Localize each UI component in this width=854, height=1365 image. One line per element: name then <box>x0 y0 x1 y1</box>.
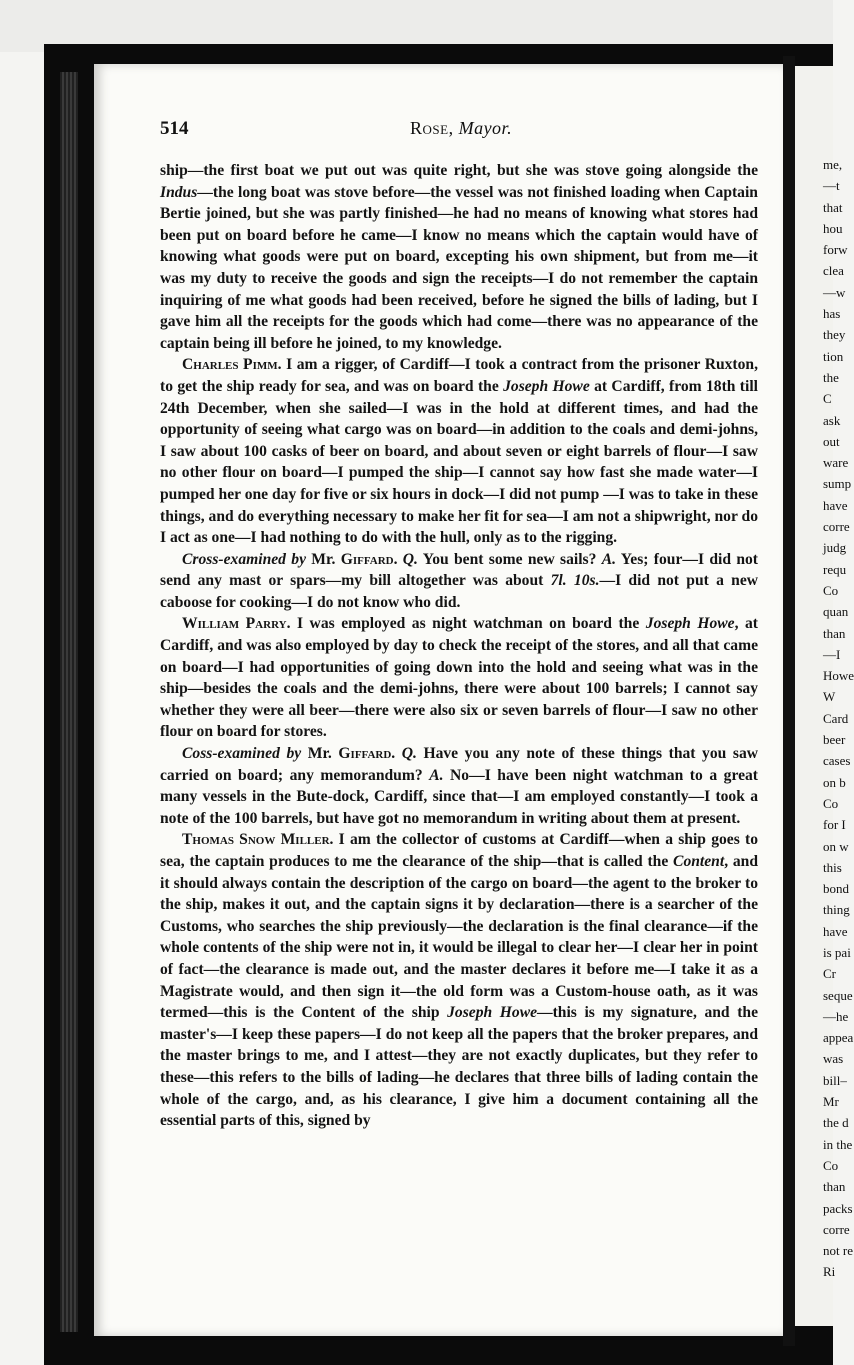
text-run: 10s. <box>573 572 600 590</box>
text-run: Have you any note of these things that you saw carried on board; any memorandum? <box>160 745 758 784</box>
running-title <box>410 118 512 139</box>
text-run: Joseph Howe <box>447 1004 538 1022</box>
text-run: Thomas Snow Miller. <box>182 831 334 849</box>
facing-page-line: was <box>823 1051 844 1067</box>
facing-page-line: bond <box>823 881 849 897</box>
text-run: Mr. <box>301 745 339 763</box>
text-run: Joseph Howe <box>645 615 735 633</box>
paragraph-p1 <box>160 160 758 354</box>
text-run: Content <box>673 853 725 870</box>
facing-page-line: has <box>823 306 841 322</box>
facing-page-line: Howe <box>823 668 854 684</box>
facing-page-line: —I <box>823 646 841 662</box>
facing-page-line: ask <box>823 412 841 428</box>
paragraph-p2 <box>160 354 758 548</box>
facing-page-line: seque <box>823 987 853 1003</box>
text-run <box>567 572 574 589</box>
facing-page-line: W <box>823 689 836 705</box>
book-gutter <box>783 56 795 1346</box>
facing-page-line: out <box>823 433 840 449</box>
text-run: Coss-examined by <box>182 745 302 763</box>
facing-page-line: than <box>823 1179 846 1195</box>
text-run: Q. <box>402 550 418 568</box>
facing-page-line: cases <box>823 753 851 769</box>
facing-page-line: Ri <box>823 1264 836 1280</box>
text-run: 7l. <box>550 572 567 590</box>
facing-page-line: —w <box>823 284 846 300</box>
facing-page-line: corre <box>823 519 850 535</box>
facing-page-line: Co <box>823 1157 839 1173</box>
facing-page-line: me, <box>823 157 843 172</box>
text-run: —this is my signature, and the master's—I keep these papers—I do not keep all the papers that the broker prepares, and the master brings to me, and I attest—they are not exactly duplicates, but they refer to these—this refers to the bills of lading—he declares that three bills of lading contain the whole of the cargo, and, as his clearance, I give him a document containing all the essential parts of this, signed by <box>160 1004 758 1130</box>
facing-page-line: on b <box>823 774 846 790</box>
text-run: Charles Pimm. <box>182 356 282 374</box>
text-run: William Parry. <box>182 615 291 633</box>
facing-page-line: packs <box>823 1200 853 1216</box>
text-run: Cross-examined by <box>182 550 306 568</box>
facing-page-line: have <box>823 923 848 939</box>
text-run: Joseph Howe <box>503 377 590 395</box>
text-run: —the long boat was stove before—the vessel was not finished loading when Captain Bertie joined, but she was partly finished—he had no means of knowing what stores had been put on board before he came—I know no means which the captain would have of knowing what goods were put on board, excepting his own shipment, but from me—it was my duty to receive the goods and sign the receipts—I do not remember the captain inquiring of me what goods had been received, before he signed the bills of lading, but I gave him all the receipts for the goods which had come—there was no appearance of the captain being ill before he joined, to my knowledge. <box>160 183 758 352</box>
facing-page-line: Cr <box>823 966 836 982</box>
facing-page-line: have <box>823 497 848 513</box>
facing-page-line: thing <box>823 902 850 918</box>
facing-page-line: —t <box>823 178 840 194</box>
facing-page-line: requ <box>823 561 847 577</box>
paragraph-p4 <box>160 613 758 743</box>
facing-page-line: that <box>823 199 843 215</box>
facing-page-line: —he <box>823 1008 849 1024</box>
facing-page-line: for I <box>823 817 846 833</box>
facing-page-line: is pai <box>823 944 851 960</box>
facing-page-line: bill– <box>823 1072 847 1088</box>
text-run: I was employed as night watchman on board the <box>290 615 646 633</box>
facing-page-fragment <box>795 66 854 1326</box>
text-run: Giffard. <box>338 745 396 763</box>
facing-page-line: forw <box>823 242 848 258</box>
facing-page-line: the d <box>823 1115 849 1131</box>
text-run: , and it should always contain the description of the cargo on board—the agent to the broker to the ship, makes it out, and the captain signs it by declaration—there is a searcher of the Customs, who searches the ship previously—the declaration is the final clearance—if the whole contents of the ship were not in, it would be illegal to clear her—I clear her in point of fact—the clearance is made out, and the master declares it before me—I take it as a Magistrate would, and then sign it—the old form was a Custom-house oath, as it was termed—this is the Content of the ship <box>160 853 758 1022</box>
facing-page-line: quan <box>823 604 849 620</box>
text-run: , at Cardiff, and was also employed by day to check the receipt of the stores, and all that came on board—I had opportunities of going down into the hold and seeing what was in the ship—besides the coals and the demi-johns, there were about 100 barrels; I cannot say whether they were all beer—there were also six or seven barrels of flour—I saw no other flour on board for stores. <box>160 615 758 741</box>
paragraph-p6 <box>160 829 758 1131</box>
facing-page-line: tion <box>823 348 844 364</box>
text-run: You bent some new sails? <box>417 550 602 568</box>
body-text <box>160 160 758 1132</box>
facing-page-line: this <box>823 859 842 875</box>
facing-page-line: on w <box>823 838 849 854</box>
facing-page-line: appea <box>823 1030 854 1046</box>
text-run: No—I have been night watchman to a great many vessels in the Bute-dock, Cardiff, since that—I am employed constantly—I took a note of the 100 barrels, but have got no memorandum in writing about them at present. <box>160 766 758 827</box>
running-title-name: Rose, <box>410 118 454 138</box>
facing-page-line: Card <box>823 710 849 726</box>
facing-page-line: sump <box>823 476 852 492</box>
facing-page-line: hou <box>823 220 843 236</box>
facing-page-line: C <box>823 391 832 407</box>
text-run: —I did not put a new caboose for cooking—I do not know who did. <box>160 572 758 611</box>
facing-page-line: not re <box>823 1243 853 1259</box>
text-run: ship—the first boat we put out was quite right, but she was stove going alongside the <box>160 162 758 179</box>
facing-page-line: clea <box>823 263 844 279</box>
facing-page-line: Mr <box>823 1094 839 1110</box>
text-run: A. <box>601 550 617 568</box>
facing-page-line: corre <box>823 1221 850 1237</box>
facing-page-line: judg <box>823 540 847 556</box>
running-header <box>160 118 760 144</box>
book-page-edges <box>60 72 78 1332</box>
text-run: Indus <box>160 183 198 201</box>
facing-page-line: Co <box>823 795 839 811</box>
text-run: I am a rigger, of Cardiff—I took a contract from the prisoner Ruxton, to get the ship ready for sea, and was on board the <box>160 356 758 395</box>
facing-page-line: they <box>823 327 846 343</box>
running-title-role: Mayor. <box>458 118 513 138</box>
facing-page-line: in the <box>823 1136 853 1152</box>
text-run: Giffard. <box>340 550 398 568</box>
facing-page-line: than <box>823 625 846 641</box>
text-run: at Cardiff, from 18th till 24th December, when she sailed—I was in the hold at different times, and had the opportunity of seeing what cargo was on board—in addition to the coals and demi-johns, I saw about 100 casks of beer on board, and about seven or eight barrels of flour—I saw no other flour on board—I pumped the ship—I cannot say how fast she made water—I pumped her one day for five or six hours in dock—I did not pump —I was to take in these things, and do everything necessary to make her fit for sea—I am not a shipwright, nor do I act as one—I had nothing to do with the hull, only as to the rigging. <box>160 377 758 547</box>
text-run: Yes; four—I did not send any mast or spars—my bill altogether was about <box>160 550 758 590</box>
facing-page-line: the <box>823 369 839 385</box>
facing-page-line: beer <box>823 732 846 748</box>
facing-page-line: Co <box>823 582 839 598</box>
text-run: Mr. <box>306 550 341 568</box>
paragraph-p3 <box>160 549 758 614</box>
facing-page-line: ware <box>823 455 849 471</box>
paragraph-p5 <box>160 743 758 829</box>
page-number: 514 <box>160 118 189 139</box>
text-run: A. <box>429 766 444 784</box>
text-run: I am the collector of customs at Cardiff—when a ship goes to sea, the captain produces to me the clearance of the ship—that is called the <box>160 831 759 870</box>
text-run: Q. <box>401 745 417 763</box>
